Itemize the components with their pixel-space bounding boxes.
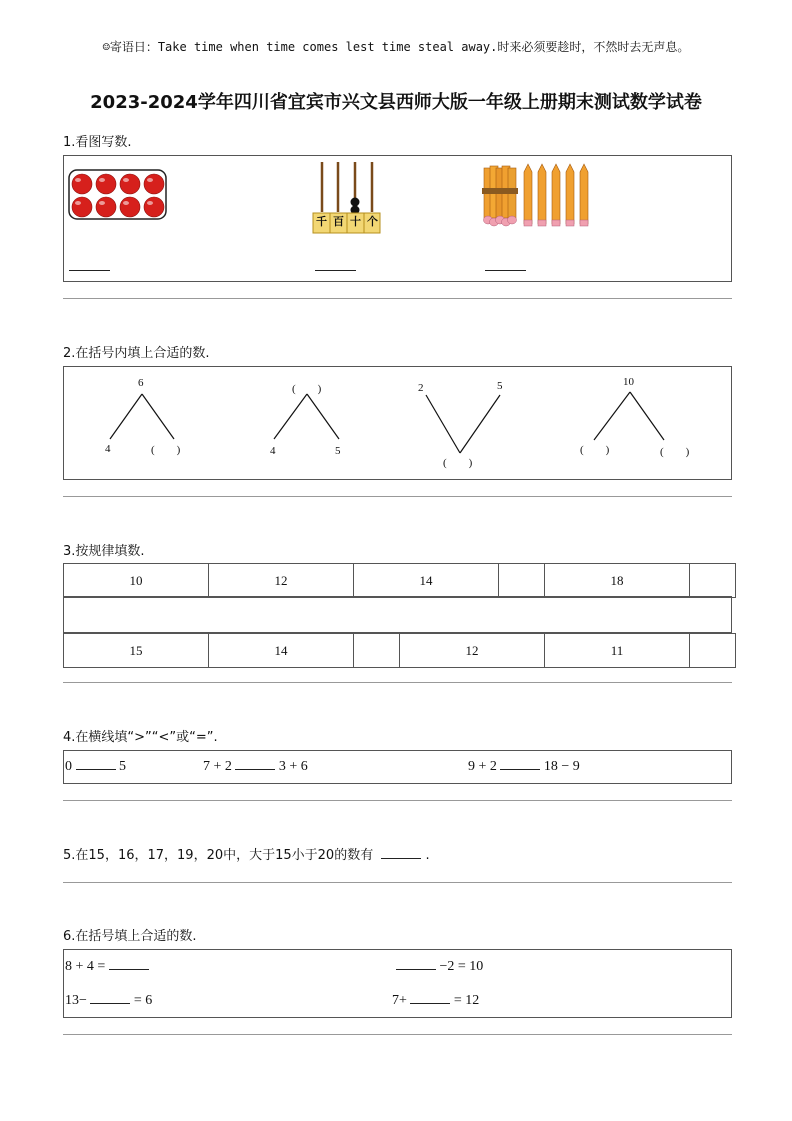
fill-after: = 12 <box>453 993 480 1008</box>
compare-right: 18 − 9 <box>543 759 580 774</box>
bond-3-bottom-blank[interactable]: ( ) <box>443 457 473 469</box>
seq-2-cell: 14 <box>209 634 354 668</box>
compare-right: 3 + 6 <box>278 759 308 774</box>
bond-3-left: 2 <box>418 382 424 394</box>
question-5 <box>63 844 430 863</box>
seq-1-blank-cell[interactable] <box>690 564 736 598</box>
abacus-label-ones: 个 <box>367 215 378 228</box>
seq-2-cell: 12 <box>400 634 545 668</box>
compare-blank[interactable] <box>76 768 116 770</box>
seq-2-blank-cell[interactable] <box>690 634 736 668</box>
compare-item-2 <box>203 759 308 775</box>
q1-answer-blank-abacus[interactable] <box>315 269 356 271</box>
fill-item-1 <box>65 959 149 975</box>
seq-2-cell: 11 <box>545 634 690 668</box>
bond-2-top-blank[interactable]: ( ) <box>292 383 322 395</box>
compare-blank[interactable] <box>500 768 540 770</box>
bond-1-top: 6 <box>138 377 144 389</box>
divider <box>63 298 732 299</box>
question-4-box <box>63 750 732 784</box>
fill-before: 8 + 4 = <box>65 959 106 974</box>
compare-left: 9 + 2 <box>468 759 497 774</box>
compare-right: 5 <box>119 759 126 774</box>
motto-line: ☺寄语日：Take time when time comes lest time steal away.时来必须要趁时，不然时去无声息。 <box>102 40 690 54</box>
bond-1-left: 4 <box>105 443 111 455</box>
question-1-box <box>63 155 732 282</box>
question-6-heading: 6.在括号填上合适的数. <box>63 929 197 944</box>
question-4-heading: 4.在横线填“>”“<”或“=”. <box>63 730 218 745</box>
compare-left: 7 + 2 <box>203 759 232 774</box>
fill-after: −2 = 10 <box>439 959 484 974</box>
fill-blank[interactable] <box>396 968 436 970</box>
apples-image <box>68 168 168 222</box>
seq-1-cell: 14 <box>354 564 499 598</box>
compare-left: 0 <box>65 759 72 774</box>
abacus-label-tens: 十 <box>350 215 361 228</box>
seq-2-cell: 15 <box>64 634 209 668</box>
question-5-end: . <box>425 848 430 863</box>
compare-item-1 <box>65 759 126 775</box>
fill-blank[interactable] <box>109 968 149 970</box>
bond-4-right-blank[interactable]: ( ) <box>660 446 690 458</box>
q5-answer-blank[interactable] <box>381 857 421 859</box>
bond-2-left: 4 <box>270 445 276 457</box>
seq-1-cell: 18 <box>545 564 690 598</box>
fill-after: = 6 <box>133 993 153 1008</box>
bond-1-right-blank[interactable]: ( ) <box>151 444 181 456</box>
question-1-heading: 1.看图写数. <box>63 135 132 150</box>
divider <box>63 1034 732 1035</box>
sequence-spacer-row <box>63 596 732 633</box>
question-5-text: 5.在15，16，17，19，20中，大于15小于20的数有 <box>63 848 374 863</box>
question-3-heading: 3.按规律填数. <box>63 544 145 559</box>
fill-blank[interactable] <box>90 1002 130 1004</box>
q1-answer-blank-pencils[interactable] <box>485 269 526 271</box>
fill-item-3 <box>65 993 152 1009</box>
q1-answer-blank-apples[interactable] <box>69 269 110 271</box>
divider <box>63 496 732 497</box>
divider <box>63 800 732 801</box>
seq-1-cell: 12 <box>209 564 354 598</box>
pencils-image <box>480 162 592 230</box>
sequence-row-1 <box>63 563 736 598</box>
divider <box>63 882 732 883</box>
fill-blank[interactable] <box>410 1002 450 1004</box>
fill-before: 13− <box>65 993 87 1008</box>
fill-item-2 <box>396 959 483 975</box>
fill-before: 7+ <box>392 993 407 1008</box>
page-title: 2023-2024学年四川省宜宾市兴文县西师大版一年级上册期末测试数学试卷 <box>90 92 702 113</box>
bond-4-left-blank[interactable]: ( ) <box>580 444 610 456</box>
compare-item-3 <box>468 759 580 775</box>
abacus-label-thousands: 千 <box>316 215 327 228</box>
seq-1-cell: 10 <box>64 564 209 598</box>
seq-2-blank-cell[interactable] <box>354 634 400 668</box>
question-6-box <box>63 949 732 1018</box>
bond-4-top: 10 <box>623 376 634 388</box>
bond-3-right: 5 <box>497 380 503 392</box>
divider <box>63 682 732 683</box>
fill-item-4 <box>392 993 479 1009</box>
question-2-heading: 2.在括号内填上合适的数. <box>63 346 210 361</box>
abacus-label-hundreds: 百 <box>333 215 344 228</box>
bond-2-right: 5 <box>335 445 341 457</box>
sequence-row-2 <box>63 633 736 668</box>
question-2-box <box>63 366 732 480</box>
abacus-labels <box>313 213 381 229</box>
compare-blank[interactable] <box>235 768 275 770</box>
seq-1-blank-cell[interactable] <box>499 564 545 598</box>
